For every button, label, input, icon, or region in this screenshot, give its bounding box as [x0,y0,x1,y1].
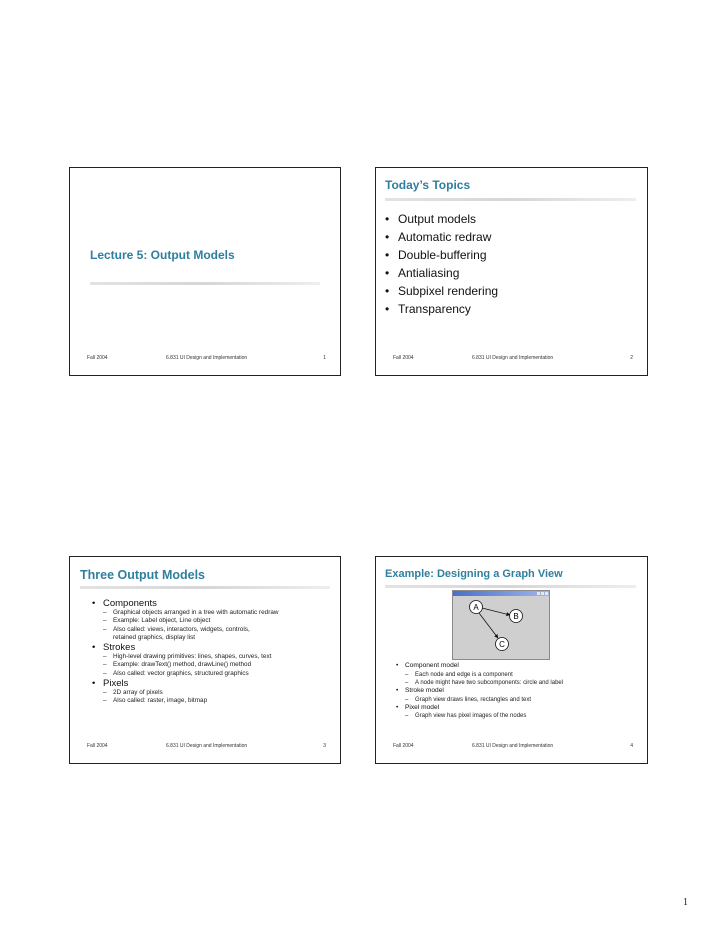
node-a [470,601,483,614]
title-rule [385,198,636,201]
list-item: • Automatic redraw [385,228,498,246]
list-item [92,598,337,642]
footer-slide-number: 1 [323,355,326,361]
list-item: • Output models [385,210,498,228]
sub-item: – Also called: vector graphics, structured graphics [103,670,337,678]
slide-3 [69,556,341,764]
sub-list [103,653,337,678]
page-number: 1 [683,897,688,908]
slide-footer [376,355,647,365]
slide-footer [70,743,340,753]
list-item: • Subpixel rendering [385,282,498,300]
bullet-text: Pixel model [405,703,440,711]
sub-list [405,671,641,687]
list-item [396,687,641,704]
slide-footer [376,743,647,753]
sub-item: – Example: drawText() method, drawLine() method [103,661,337,669]
bullet-text: Pixels [103,678,129,690]
sub-item: – Graphical objects arranged in a tree with automatic redraw [103,609,337,617]
node-b [510,610,523,623]
graph-view-window [452,590,550,660]
node-label: C [499,640,505,649]
list-item [396,662,641,687]
slide-title: Three Output Models [80,568,205,582]
slide-title: Lecture 5: Output Models [90,248,235,262]
footer-date: Fall 2004 [393,743,414,749]
edge-a-b [482,608,510,615]
list-item: • Double-buffering [385,246,498,264]
footer-date: Fall 2004 [393,355,414,361]
footer-course: 6.831 UI Design and Implementation [472,355,554,361]
topic-list [385,210,498,318]
bullet-text: Components [103,598,157,609]
footer-date: Fall 2004 [87,355,108,361]
node-label: B [513,612,519,621]
window-controls [537,592,548,595]
sub-item: – Example: Label object, Line object [103,617,337,625]
footer-course: 6.831 UI Design and Implementation [472,743,554,749]
slide-4 [375,556,648,764]
list-item: • Transparency [385,300,498,318]
sub-list [103,689,337,706]
bullet-text: Component model [405,662,459,669]
node-label: A [473,603,479,612]
sub-item: – Graph view has pixel images of the nodes [405,712,641,720]
sub-list [405,712,641,720]
title-rule [385,585,636,588]
footer-slide-number: 4 [630,743,633,749]
slide-2 [375,167,648,376]
bullet-text: Stroke model [405,687,444,694]
title-rule [90,282,320,285]
list-item [92,642,337,678]
bullet-list [396,662,641,721]
graph-canvas [453,596,549,658]
sub-list [405,696,641,704]
list-item [396,704,641,721]
sub-item: – High-level drawing primitives: lines, shapes, curves, text [103,653,337,661]
edge-a-c [479,613,498,638]
footer-course: 6.831 UI Design and Implementation [166,355,248,361]
slide-title: Today’s Topics [385,178,471,192]
slide-footer [70,355,340,365]
sub-item: – Also called: raster, image, bitmap [103,697,337,705]
footer-slide-number: 3 [323,743,326,749]
sub-list [103,609,337,642]
title-rule [80,586,330,589]
bullet-text: Strokes [103,642,136,654]
slide-title: Example: Designing a Graph View [385,568,563,580]
list-item: • Antialiasing [385,264,498,282]
sub-item: – Graph view draws lines, rectangles and text [405,696,641,704]
footer-date: Fall 2004 [87,743,108,749]
footer-slide-number: 2 [630,355,633,361]
sub-item: – A node might have two subcomponents: circle and label [405,679,641,687]
bullet-list [92,598,337,706]
list-item [92,678,337,706]
footer-course: 6.831 UI Design and Implementation [166,743,248,749]
slide-1 [69,167,341,376]
sub-item: – Each node and edge is a component [405,671,641,679]
node-c [496,638,509,651]
sub-item: – Also called: views, interactors, widgets, controls, retained graphics, display list [103,626,273,643]
sub-item: – 2D array of pixels [103,689,337,697]
